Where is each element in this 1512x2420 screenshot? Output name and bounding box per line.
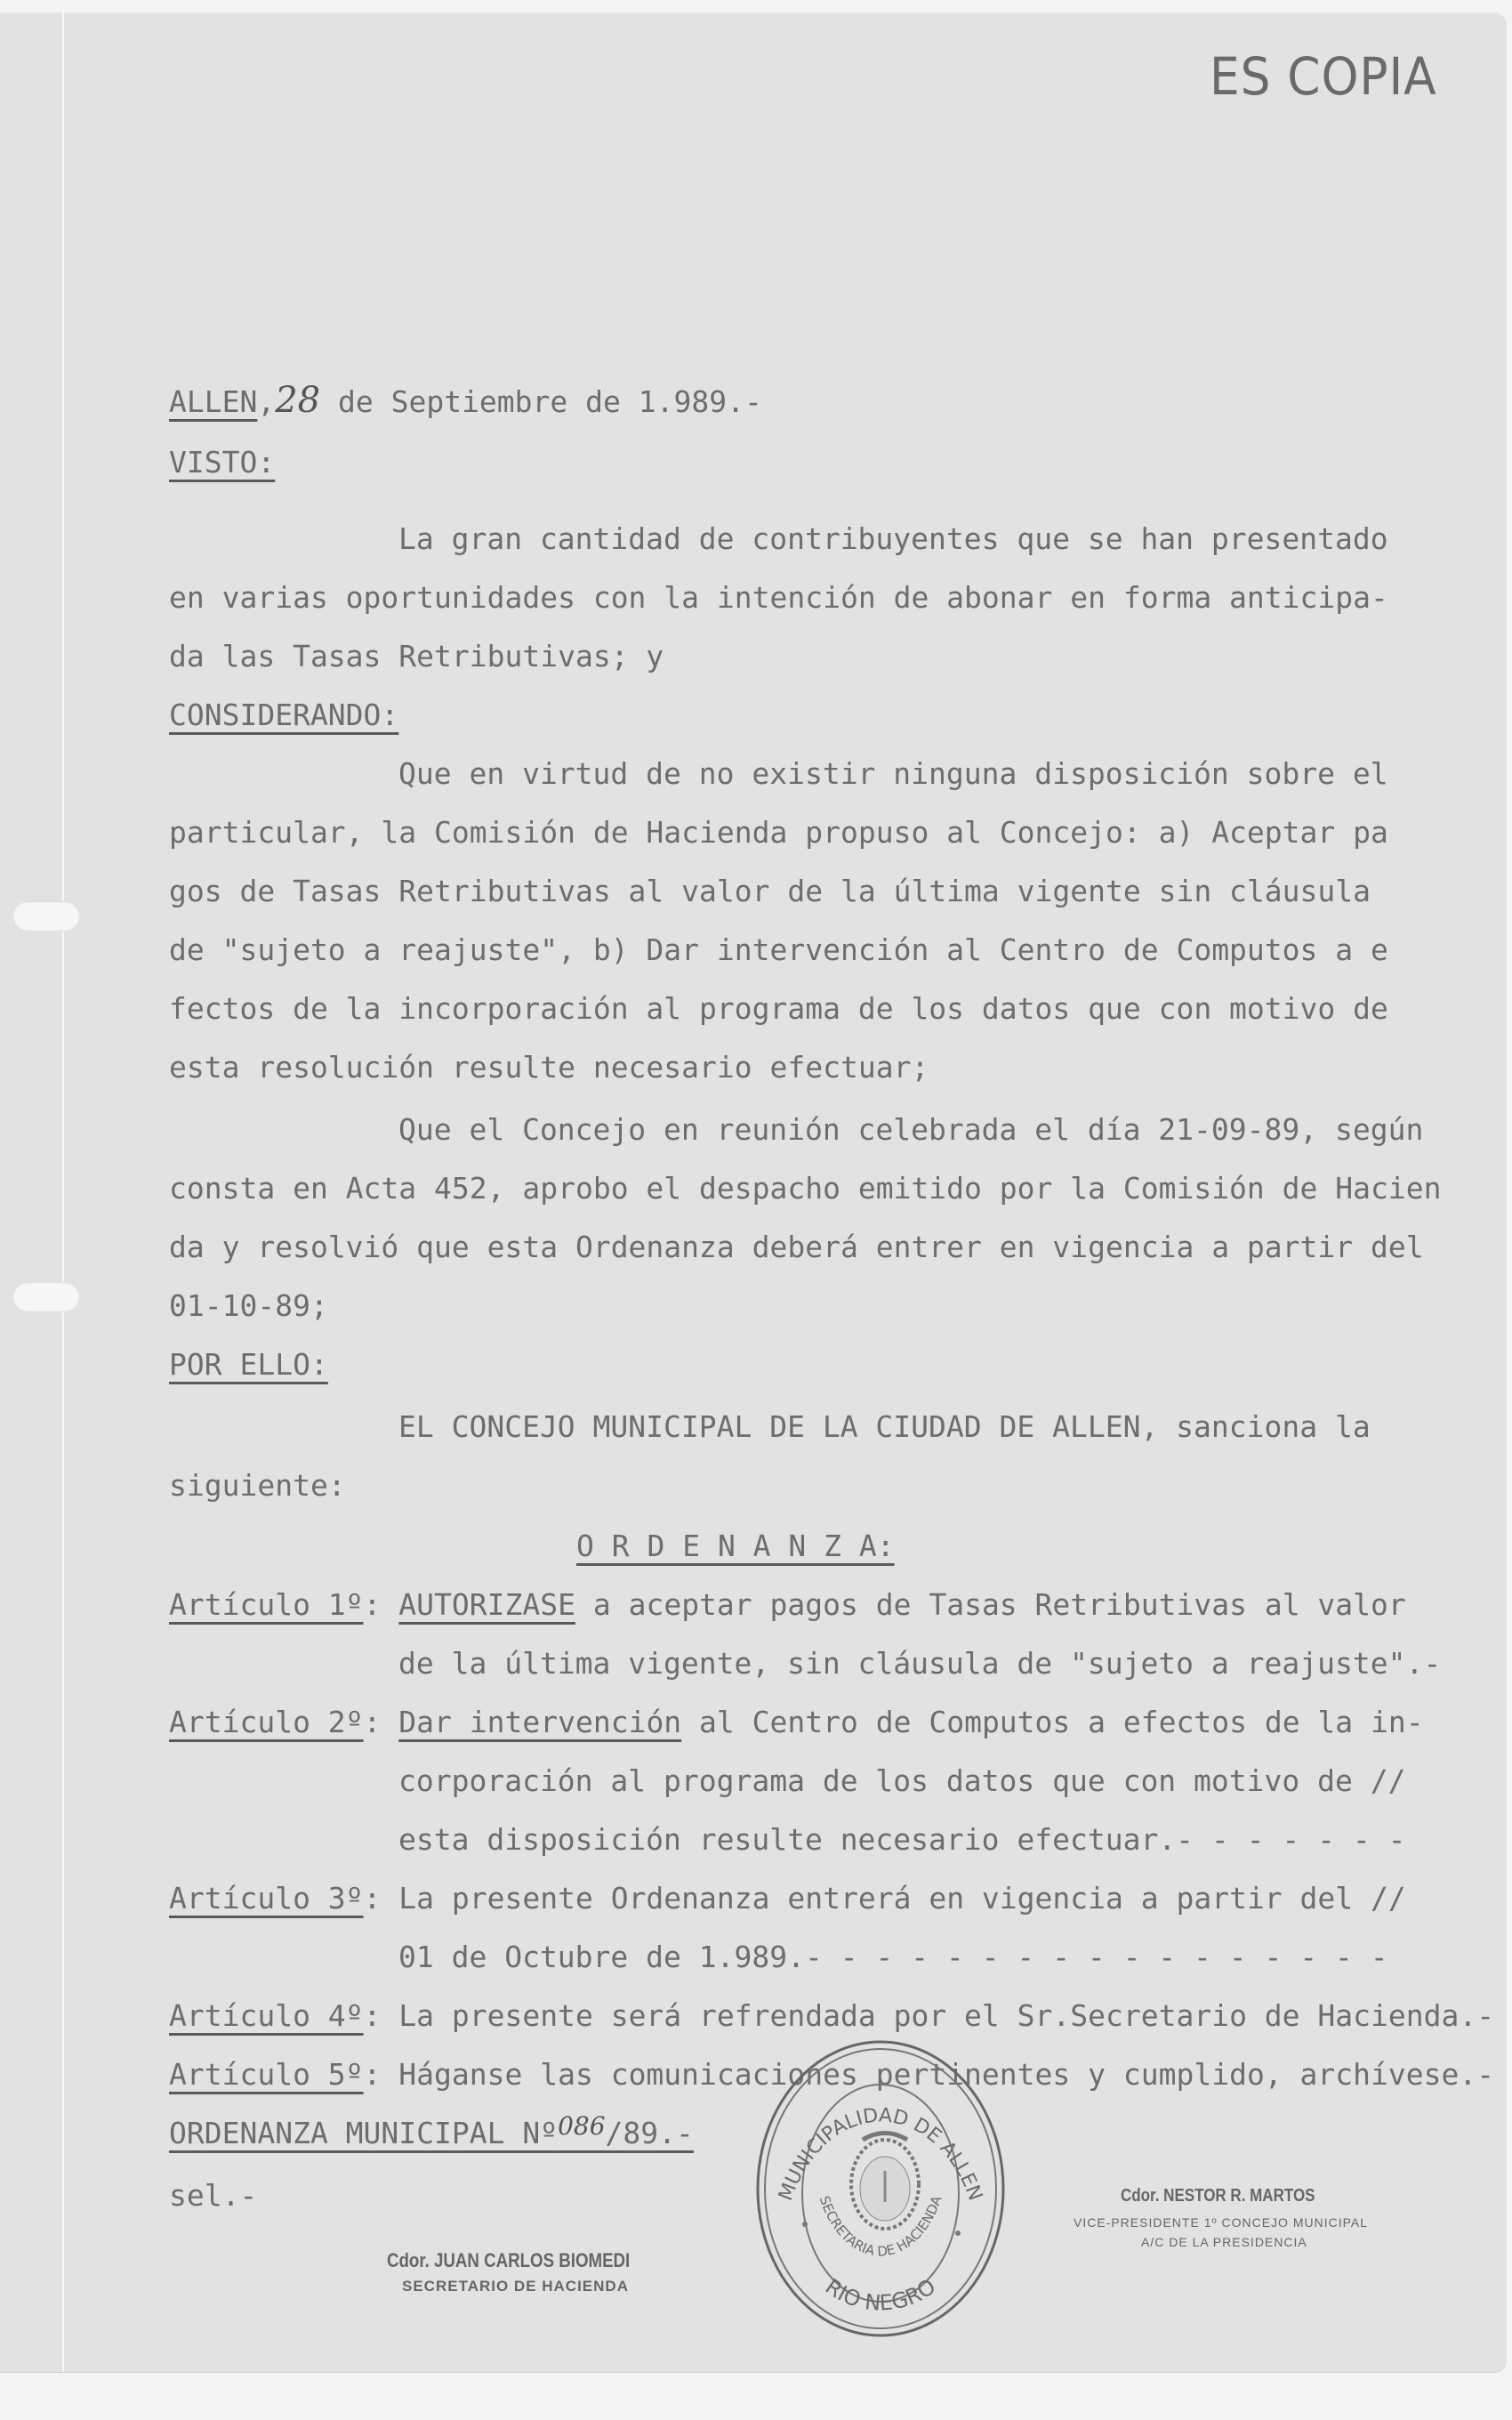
signatory-title-secondary: A/C DE LA PRESIDENCIA bbox=[1141, 2235, 1307, 2249]
considerando-line: da y resolvió que esta Ordenanza deberá entrer en vigencia a partir del bbox=[169, 1230, 1424, 1264]
copy-stamp: ES COPIA bbox=[1210, 46, 1437, 107]
article-lead: AUTORIZASE bbox=[398, 1587, 575, 1622]
coat-of-arms-icon bbox=[851, 2134, 919, 2230]
municipal-seal bbox=[752, 2037, 1009, 2340]
signatory-title: VICE-PRESIDENTE 1º CONCEJO MUNICIPAL bbox=[1074, 2215, 1369, 2230]
article-4 bbox=[169, 1998, 1494, 2034]
article-text: al Centro de Computos a efectos de la in- bbox=[681, 1705, 1424, 1739]
article-colon: : bbox=[363, 1705, 382, 1739]
visto-line: en varias oportunidades con la intención de abonar en forma anticipa- bbox=[169, 580, 1388, 615]
article-text: a aceptar pagos de Tasas Retributivas al valor bbox=[575, 1587, 1406, 1622]
visto-line: da las Tasas Retributivas; y bbox=[169, 639, 664, 674]
article-label: Artículo 5º bbox=[169, 2057, 364, 2092]
considerando-line: fectos de la incorporación al programa de los datos que con motivo de bbox=[169, 991, 1388, 1026]
handwritten-day: 28 bbox=[275, 380, 321, 421]
date-sep: , bbox=[257, 384, 276, 419]
punch-hole bbox=[12, 901, 80, 932]
ordenanza-prefix: ORDENANZA MUNICIPAL Nº bbox=[169, 2116, 559, 2150]
typist-initials: sel.- bbox=[169, 2178, 258, 2213]
considerando-line: Que el Concejo en reunión celebrada el día 21-09-89, según bbox=[398, 1112, 1424, 1147]
visto-heading: VISTO: bbox=[169, 445, 276, 480]
considerando-line: esta resolución resulte necesario efectuar; bbox=[169, 1050, 929, 1085]
considerando-line: gos de Tasas Retributivas al valor de la última vigente sin cláusula bbox=[169, 874, 1371, 908]
por-ello-line: EL CONCEJO MUNICIPAL DE LA CIUDAD DE ALLEN, sanciona la bbox=[398, 1409, 1371, 1444]
signatory-title: SECRETARIO DE HACIENDA bbox=[402, 2278, 629, 2295]
article-1-cont: de la última vigente, sin cláusula de "sujeto a reajuste".- bbox=[398, 1646, 1442, 1681]
handwritten-ordenanza-number: 086 bbox=[558, 2111, 606, 2141]
considerando-line: Que en virtud de no existir ninguna disposición sobre el bbox=[398, 756, 1388, 791]
article-colon: : bbox=[363, 2057, 382, 2092]
considerando-line: 01-10-89; bbox=[169, 1288, 328, 1323]
signatory-name: Cdor. NESTOR R. MARTOS bbox=[1121, 2186, 1315, 2206]
article-text: Háganse las comunicaciones pertinentes y cumplido, archívese.- bbox=[381, 2057, 1495, 2092]
article-label: Artículo 3º bbox=[169, 1881, 364, 1916]
punch-hole bbox=[12, 1282, 80, 1312]
seal-bottom-text: RIO NEGRO bbox=[820, 2273, 941, 2316]
article-2 bbox=[169, 1705, 1424, 1740]
article-colon: : bbox=[363, 1881, 382, 1916]
article-colon: : bbox=[363, 1587, 382, 1622]
article-2-cont: corporación al programa de los datos que con motivo de // bbox=[398, 1763, 1406, 1798]
considerando-heading: CONSIDERANDO: bbox=[169, 698, 399, 732]
article-text: La presente será refrendada por el Sr.Secretario de Hacienda.- bbox=[381, 1998, 1495, 2033]
article-text: La presente Ordenanza entrerá en vigencia a partir del // bbox=[381, 1881, 1406, 1916]
por-ello-line: siguiente: bbox=[169, 1468, 346, 1503]
seal-inner-text: SECRETARIA DE HACIENDA bbox=[816, 2193, 945, 2260]
article-1 bbox=[169, 1587, 1406, 1623]
considerando-line: de "sujeto a reajuste", b) Dar intervención al Centro de Computos a e bbox=[169, 932, 1388, 967]
ordenanza-number-line bbox=[169, 2111, 694, 2153]
article-2-cont: esta disposición resulte necesario efectuar.- - - - - - - bbox=[398, 1822, 1406, 1857]
article-3 bbox=[169, 1881, 1406, 1916]
considerando-line: consta en Acta 452, aprobo el despacho emitido por la Comisión de Hacien bbox=[169, 1171, 1442, 1206]
article-label: Artículo 4º bbox=[169, 1998, 364, 2033]
signatory-name: Cdor. JUAN CARLOS BIOMEDI bbox=[387, 2249, 631, 2271]
seal-outer-text: MUNICIPALIDAD DE ALLEN bbox=[775, 2104, 986, 2204]
fold-line bbox=[62, 12, 64, 2372]
date-text: de Septiembre de 1.989.- bbox=[320, 384, 762, 419]
article-lead: Dar intervención bbox=[398, 1705, 682, 1739]
article-label: Artículo 1º bbox=[169, 1587, 364, 1622]
considerando-line: particular, la Comisión de Hacienda propuso al Concejo: a) Aceptar pa bbox=[169, 815, 1388, 850]
article-colon: : bbox=[363, 1998, 382, 2033]
por-ello-heading: POR ELLO: bbox=[169, 1347, 328, 1382]
article-3-cont: 01 de Octubre de 1.989.- - - - - - - - - - - - - - - - - bbox=[398, 1940, 1388, 1974]
visto-line: La gran cantidad de contribuyentes que se han presentado bbox=[398, 521, 1388, 556]
article-label: Artículo 2º bbox=[169, 1705, 364, 1739]
ordenanza-suffix: /89.- bbox=[605, 2116, 694, 2150]
date-line bbox=[169, 380, 762, 421]
place-name: ALLEN bbox=[169, 384, 258, 419]
ordenanza-title: O R D E N A N Z A: bbox=[576, 1529, 895, 1563]
